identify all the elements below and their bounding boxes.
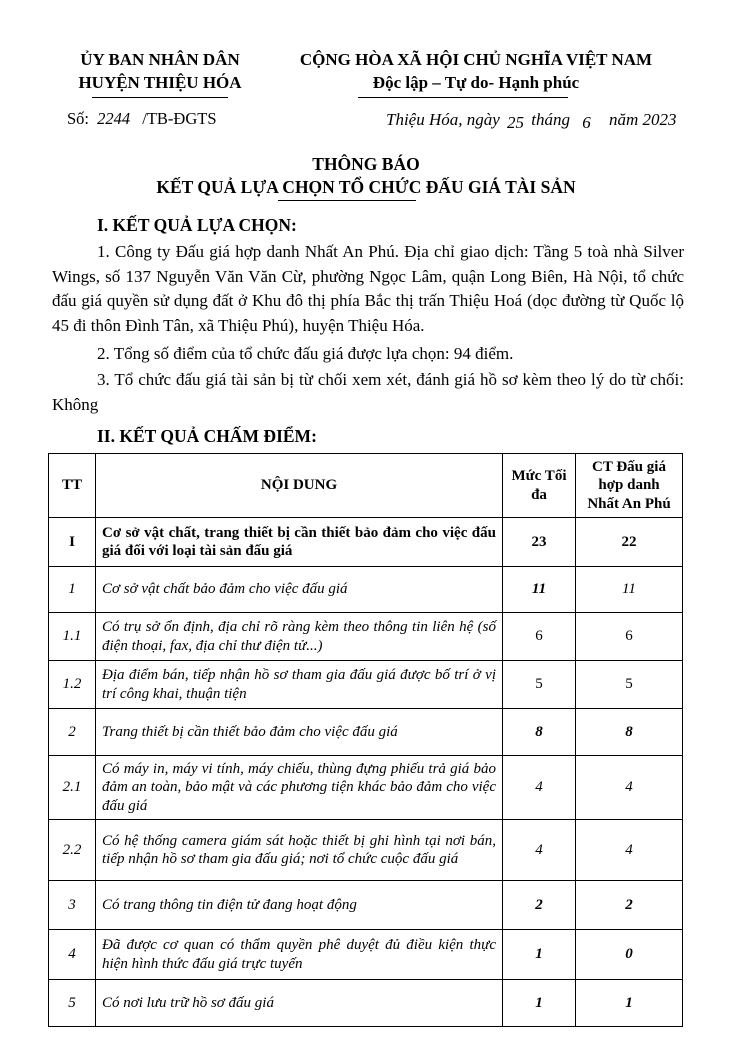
date-month: 6 (582, 113, 591, 132)
date-place: Thiệu Hóa, ngày (386, 110, 500, 129)
row-content: Địa điểm bán, tiếp nhận hồ sơ tham gia đấu giá được bố trí ở vị trí công khai, thuận tiện (96, 661, 503, 709)
doc-number (67, 109, 217, 129)
row-content: Có hệ thống camera giám sát hoặc thiết bị ghi hình tại nơi bán, tiếp nhận hồ sơ tham gia đấu giá; nơi tổ chức cuộc đấu giá (96, 820, 503, 881)
date-day: 25 (507, 113, 525, 132)
section1-para3: 3. Tổ chức đấu giá tài sản bị từ chối xem xét, đánh giá hồ sơ kèm theo lý do từ chối: Không (52, 370, 684, 414)
row-content: Có nơi lưu trữ hồ sơ đấu giá (96, 980, 503, 1027)
row-score: 22 (576, 518, 683, 567)
row-max: 2 (503, 881, 576, 930)
section1-heading: I. KẾT QUẢ LỰA CHỌN: (97, 215, 297, 235)
doc-number-suffix: /TB-ĐGTS (142, 109, 217, 128)
issuer-line1: ỦY BAN NHÂN DÂN (80, 50, 240, 69)
row-content: Trang thiết bị cần thiết bảo đảm cho việc đấu giá (96, 709, 503, 756)
row-content: Cơ sở vật chất bảo đảm cho việc đấu giá (96, 567, 503, 613)
table-row (49, 518, 683, 567)
row-max: 4 (503, 756, 576, 820)
row-score: 0 (576, 930, 683, 980)
row-content: Đã được cơ quan có thẩm quyền phê duyệt đủ điều kiện thực hiện hình thức đấu giá trực tuyến (96, 930, 503, 980)
title-underline (278, 200, 416, 201)
row-max: 8 (503, 709, 576, 756)
row-max: 6 (503, 613, 576, 661)
doc-title: THÔNG BÁO (312, 154, 420, 174)
row-score: 11 (576, 567, 683, 613)
table-row (49, 567, 683, 613)
row-content: Có trang thông tin điện tử đang hoạt động (96, 881, 503, 930)
national-title: CỘNG HÒA XÃ HỘI CHỦ NGHĨA VIỆT NAM (299, 50, 653, 69)
row-max: 23 (503, 518, 576, 567)
national-motto: Độc lập – Tự do- Hạnh phúc (372, 73, 580, 92)
row-max: 1 (503, 980, 576, 1027)
doc-subtitle: KẾT QUẢ LỰA CHỌN TỔ CHỨC ĐẤU GIÁ TÀI SẢN (156, 177, 576, 197)
row-tt: 2.1 (49, 756, 96, 820)
doc-number-value: 2244 (97, 109, 131, 128)
doc-number-prefix: Số: (67, 109, 90, 128)
header-content: NỘI DUNG (96, 454, 503, 518)
row-tt: 2 (49, 709, 96, 756)
row-max: 11 (503, 567, 576, 613)
row-tt: 1.2 (49, 661, 96, 709)
row-score: 5 (576, 661, 683, 709)
row-max: 5 (503, 661, 576, 709)
row-content: Cơ sở vật chất, trang thiết bị cần thiết bảo đảm cho việc đấu giá đối với loại tài sản đấu giá (96, 518, 503, 567)
table-row (49, 709, 683, 756)
table-row (49, 881, 683, 930)
row-tt: 4 (49, 930, 96, 980)
header-max: Mức Tối đa (503, 454, 576, 518)
header-tt: TT (49, 454, 96, 518)
table-row (49, 613, 683, 661)
table-row (49, 756, 683, 820)
section2-heading: II. KẾT QUẢ CHẤM ĐIỂM: (97, 426, 317, 446)
row-tt: 5 (49, 980, 96, 1027)
row-max: 1 (503, 930, 576, 980)
date-month-label: tháng (531, 110, 571, 129)
table-header-row (49, 454, 683, 518)
row-score: 6 (576, 613, 683, 661)
row-tt: 1 (49, 567, 96, 613)
row-score: 4 (576, 756, 683, 820)
row-score: 1 (576, 980, 683, 1027)
score-table (48, 453, 683, 1027)
row-tt: I (49, 518, 96, 567)
row-max: 4 (503, 820, 576, 881)
row-content: Có trụ sở ổn định, địa chỉ rõ ràng kèm theo thông tin liên hệ (số điện thoại, fax, địa chỉ thư điện tử...) (96, 613, 503, 661)
row-tt: 3 (49, 881, 96, 930)
row-score: 2 (576, 881, 683, 930)
row-tt: 2.2 (49, 820, 96, 881)
row-content: Có máy in, máy vi tính, máy chiếu, thùng đựng phiếu trả giá bảo đảm an toàn, bảo mật và các phương tiện khác bảo đảm cho việc đấu giá (96, 756, 503, 820)
table-row (49, 820, 683, 881)
motto-underline (358, 97, 568, 98)
table-row (49, 930, 683, 980)
date-year: năm 2023 (609, 110, 677, 129)
issuer-underline (92, 97, 228, 98)
header-score: CT Đấu giá hợp danh Nhất An Phú (576, 454, 683, 518)
table-row (49, 980, 683, 1027)
issuer-line2: HUYỆN THIỆU HÓA (78, 73, 242, 92)
issue-date (386, 110, 677, 130)
section1-para2: 2. Tổng số điểm của tổ chức đấu giá được lựa chọn: 94 điểm. (97, 344, 514, 363)
row-tt: 1.1 (49, 613, 96, 661)
row-score: 8 (576, 709, 683, 756)
table-row (49, 661, 683, 709)
row-score: 4 (576, 820, 683, 881)
section1-para1: 1. Công ty Đấu giá hợp danh Nhất An Phú. Địa chỉ giao dịch: Tầng 5 toà nhà Silver Wings, số 137 Nguyễn Văn Văn Cừ, phường Ngọc Lâm, quận Long Biên, Hà Nội, tổ chức đấu giá quyền sử dụng đất ở Khu đô thị phía Bắc thị trấn Thiệu Hoá (dọc đường từ Quốc lộ 45 đi thôn Đình Tân, xã Thiệu Phú), huyện Thiệu Hóa. (52, 242, 684, 335)
